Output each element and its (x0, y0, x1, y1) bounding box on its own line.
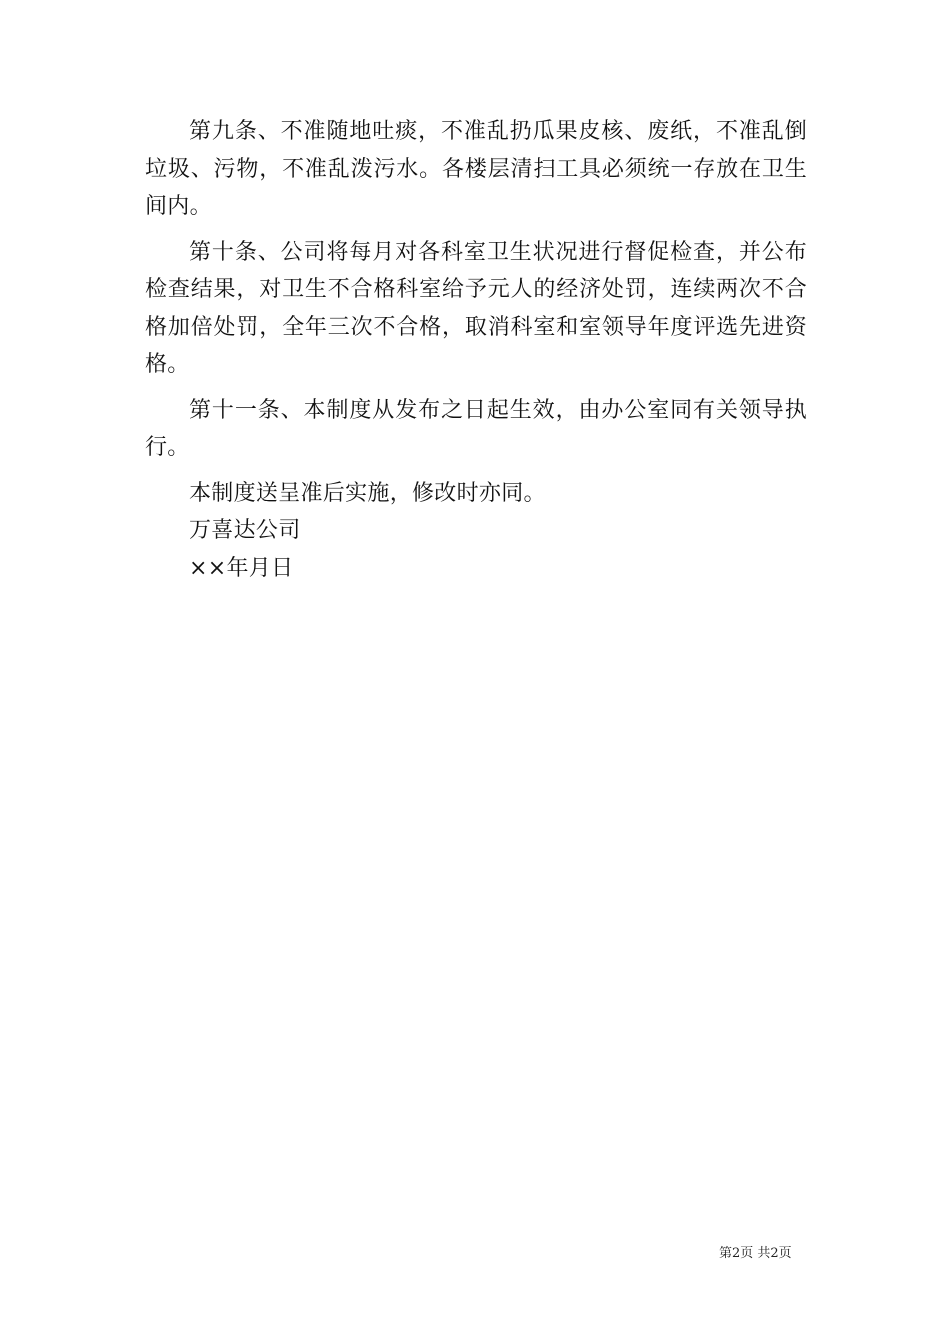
closing-statement: 本制度送呈准后实施，修改时亦同。 (189, 480, 546, 506)
page-number-footer: 第2页 共2页 (719, 1246, 792, 1261)
article-10-paragraph: 第十条、公司将每月对各科室卫生状况进行督促检查，并公布检查结果，对卫生不合格科室给予元人的经济处罚，连续两次不合格加倍处罚，全年三次不合格，取消科室和室领导年度评选先进资格。 (145, 239, 807, 377)
document-body (145, 113, 807, 587)
company-signature: 万喜达公司 (189, 518, 301, 543)
article-9-paragraph: 第九条、不准随地吐痰，不准乱扔瓜果皮核、废纸，不准乱倒垃圾、污物，不准乱泼污水。各楼层清扫工具必须统一存放在卫生间内。 (145, 119, 807, 219)
document-date: ××年月日 (189, 555, 294, 581)
article-11-paragraph: 第十一条、本制度从发布之日起生效，由办公室同有关领导执行。 (145, 397, 807, 460)
